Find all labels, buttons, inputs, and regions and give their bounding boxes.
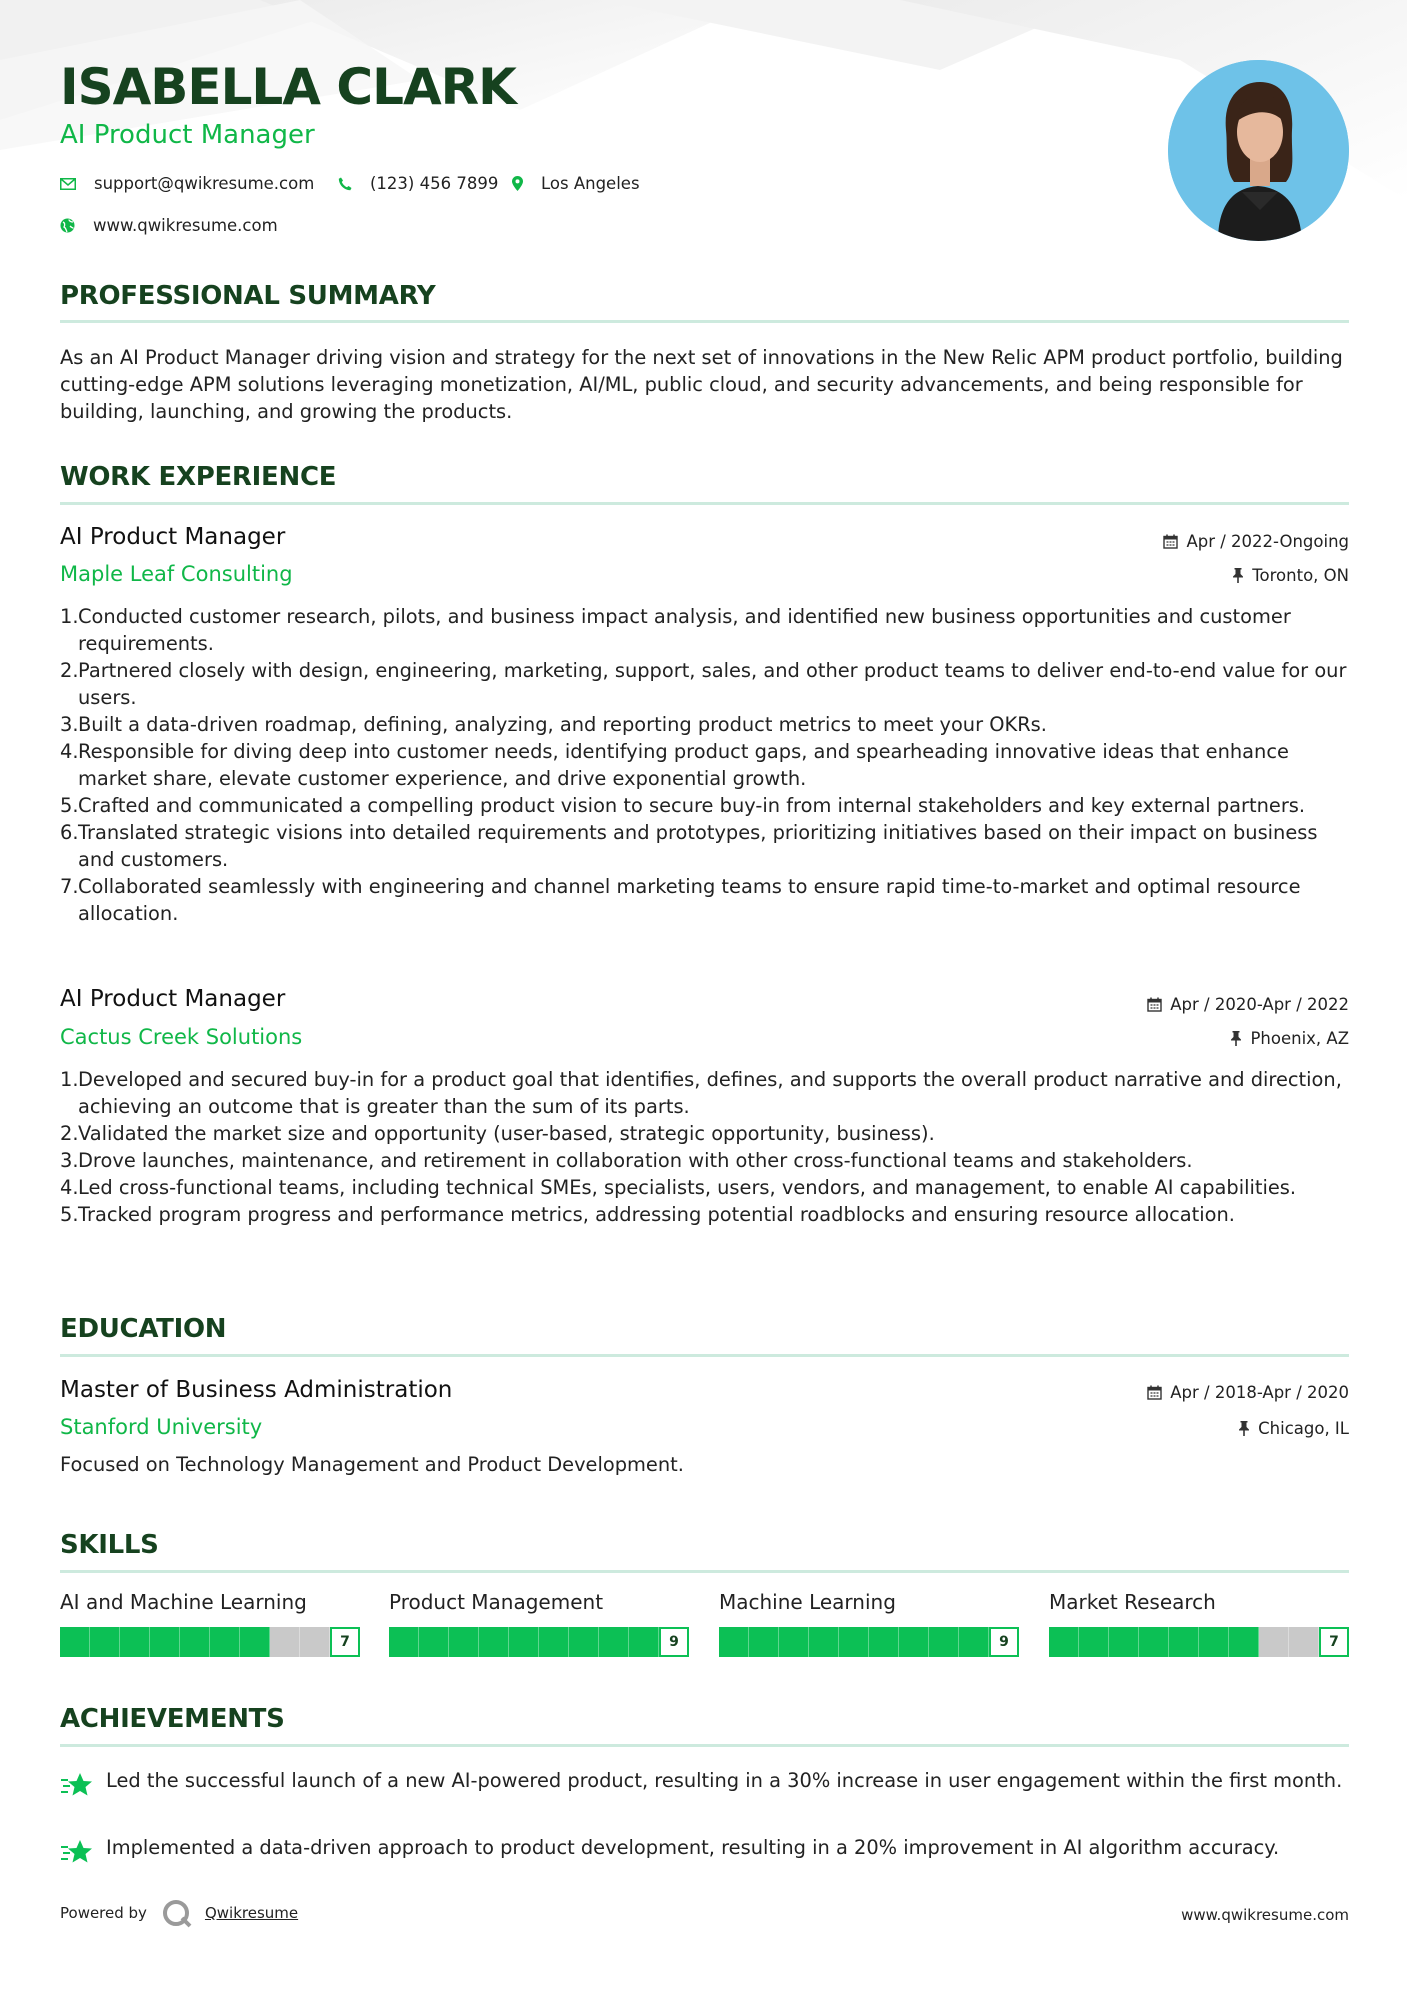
- skill-score: 9: [659, 1627, 689, 1657]
- job-2-location: [1230, 1029, 1349, 1048]
- skill-bar-segment: [1289, 1627, 1319, 1657]
- skill-score: 9: [989, 1627, 1019, 1657]
- job-2-responsibilities: [60, 1066, 1355, 1228]
- achievement-item: [60, 1767, 1350, 1805]
- skill-bar-segment: [1229, 1627, 1259, 1657]
- list-item: 1. Conducted customer research, pilots, and business impact analysis, and identified new business opportunities and customer requirements.: [60, 605, 1291, 655]
- contact-website[interactable]: [60, 216, 278, 235]
- education-dates-text: Apr / 2018-Apr / 2020: [1170, 1383, 1349, 1402]
- skill-bar-segment: [1169, 1627, 1199, 1657]
- skill-bar: [1049, 1627, 1349, 1657]
- list-item: 4. Led cross-functional teams, including technical SMEs, specialists, users, vendors, and management, to enable AI capabilities.: [60, 1176, 1297, 1199]
- phone-icon: [338, 177, 352, 191]
- skill-bar-segment: [120, 1627, 150, 1657]
- skill-bar-segment: [90, 1627, 120, 1657]
- achievement-text: Led the successful launch of a new AI-powered product, resulting in a 30% increase in user engagement within the first month.: [106, 1769, 1343, 1792]
- skill-bar-segment: [929, 1627, 959, 1657]
- skill-bar-segment: [1109, 1627, 1139, 1657]
- skill-name: Market Research: [1049, 1590, 1216, 1614]
- list-item: 3. Built a data-driven roadmap, defining, analyzing, and reporting product metrics to meet your OKRs.: [60, 713, 1047, 736]
- pushpin-icon: [1232, 568, 1244, 583]
- skill-bar-segment: [779, 1627, 809, 1657]
- skill-bar: [389, 1627, 689, 1657]
- qwikresume-logo-icon: [161, 1898, 195, 1928]
- job-2-location-text: Phoenix, AZ: [1250, 1029, 1349, 1048]
- achievements-divider: [60, 1744, 1349, 1747]
- experience-divider: [60, 502, 1349, 505]
- skill-bar-segment: [809, 1627, 839, 1657]
- skill-bar-segment: [839, 1627, 869, 1657]
- skill-score: 7: [1319, 1627, 1349, 1657]
- skill-bar-segment: [569, 1627, 599, 1657]
- job-1-responsibilities: [60, 603, 1355, 927]
- skill-name: AI and Machine Learning: [60, 1590, 307, 1614]
- contact-phone[interactable]: [338, 174, 498, 193]
- skill-bar: [60, 1627, 360, 1657]
- list-item: 2. Validated the market size and opportunity (user-based, strategic opportunity, business).: [60, 1122, 935, 1145]
- summary-text: As an AI Product Manager driving vision and strategy for the next set of innovations in the New Relic APM product portfolio, building cutting-edge APM solutions leveraging monetization, AI/ML, public cloud, and security advancements, and being responsible for building, launching, and growing the products.: [60, 346, 1343, 423]
- skill-bar-segment: [240, 1627, 270, 1657]
- skill-bar-segment: [270, 1627, 300, 1657]
- calendar-icon: [1147, 997, 1162, 1012]
- brand-link[interactable]: Qwikresume: [204, 1904, 299, 1922]
- footer-powered-by: [60, 1898, 298, 1928]
- job-1-dates: [1163, 532, 1349, 551]
- skill-bar-segment: [150, 1627, 180, 1657]
- job-2-title: AI Product Manager: [60, 986, 286, 1012]
- job-1-location: [1232, 566, 1349, 585]
- skill-bar-segment: [300, 1627, 330, 1657]
- skill-bar-segment: [180, 1627, 210, 1657]
- list-item: 2. Partnered closely with design, engineering, marketing, support, sales, and other product teams to deliver end-to-end value for our users.: [60, 659, 1347, 709]
- education-divider: [60, 1354, 1349, 1357]
- list-item: 1. Developed and secured buy-in for a product goal that identifies, defines, and supports the overall product narrative and direction, achieving an outcome that is greater than the sum of its parts.: [60, 1068, 1342, 1118]
- skill-bar-segment: [539, 1627, 569, 1657]
- job-2-dates: [1147, 995, 1349, 1014]
- education-description: Focused on Technology Management and Product Development.: [60, 1453, 684, 1476]
- education-heading: EDUCATION: [60, 1314, 227, 1344]
- candidate-title: AI Product Manager: [60, 120, 315, 150]
- summary-divider: [60, 320, 1349, 323]
- list-item: 5. Crafted and communicated a compelling product vision to secure buy-in from internal stakeholders and key external partners.: [60, 794, 1306, 817]
- job-2-dates-text: Apr / 2020-Apr / 2022: [1170, 995, 1349, 1014]
- skill-bar-segment: [479, 1627, 509, 1657]
- education-location: [1238, 1419, 1349, 1438]
- email-text: support@qwikresume.com: [94, 174, 315, 193]
- skill-bar-segment: [899, 1627, 929, 1657]
- globe-icon: [60, 218, 75, 233]
- skill-name: Product Management: [389, 1590, 604, 1614]
- summary-heading: PROFESSIONAL SUMMARY: [60, 281, 436, 311]
- job-1-title: AI Product Manager: [60, 524, 286, 550]
- skill-bar-segment: [869, 1627, 899, 1657]
- footer-website[interactable]: www.qwikresume.com: [1181, 1906, 1349, 1924]
- skill-bar-segment: [629, 1627, 659, 1657]
- skill-bar-segment: [210, 1627, 240, 1657]
- list-item: 7. Collaborated seamlessly with engineering and channel marketing teams to ensure rapid time-to-market and optimal resource allocation.: [60, 875, 1301, 925]
- pushpin-icon: [1230, 1031, 1242, 1046]
- education-dates: [1147, 1383, 1349, 1402]
- calendar-icon: [1163, 534, 1178, 549]
- skill-bar-segment: [419, 1627, 449, 1657]
- star-award-icon: [60, 1838, 94, 1868]
- skill-bar-segment: [389, 1627, 419, 1657]
- phone-text: (123) 456 7899: [370, 174, 499, 193]
- job-2-company: Cactus Creek Solutions: [60, 1025, 303, 1049]
- achievement-item: [60, 1834, 1350, 1872]
- job-1-company: Maple Leaf Consulting: [60, 562, 293, 586]
- education-location-text: Chicago, IL: [1258, 1419, 1349, 1438]
- skill-bar: [719, 1627, 1019, 1657]
- job-1-location-text: Toronto, ON: [1252, 566, 1349, 585]
- achievement-text: Implemented a data-driven approach to product development, resulting in a 20% improvement in AI algorithm accuracy.: [106, 1836, 1280, 1859]
- skills-heading: SKILLS: [60, 1530, 159, 1560]
- skill-bar-segment: [599, 1627, 629, 1657]
- skill-item: [1049, 1590, 1349, 1657]
- skills-divider: [60, 1570, 1349, 1573]
- list-item: 5. Tracked program progress and performance metrics, addressing potential roadblocks and ensuring resource allocation.: [60, 1203, 1235, 1226]
- envelope-icon: [60, 178, 76, 190]
- person-silhouette-icon: [1168, 60, 1349, 241]
- skill-bar-segment: [1049, 1627, 1079, 1657]
- skill-bar-segment: [449, 1627, 479, 1657]
- list-item: 6. Translated strategic visions into detailed requirements and prototypes, prioritizing initiatives based on their impact on business and customers.: [60, 821, 1318, 871]
- map-pin-icon: [512, 176, 523, 191]
- skill-bar-segment: [749, 1627, 779, 1657]
- powered-by-text: Powered by: [60, 1904, 147, 1922]
- list-item: 4. Responsible for diving deep into customer needs, identifying product gaps, and spearheading innovative ideas that enhance market share, elevate customer experience, and drive exponential growth.: [60, 740, 1289, 790]
- contact-location: [512, 174, 640, 193]
- skill-item: [719, 1590, 1019, 1657]
- skill-bar-segment: [719, 1627, 749, 1657]
- education-school: Stanford University: [60, 1415, 263, 1439]
- pushpin-icon: [1238, 1421, 1250, 1436]
- job-1-dates-text: Apr / 2022-Ongoing: [1186, 532, 1349, 551]
- skill-score: 7: [330, 1627, 360, 1657]
- skill-bar-segment: [60, 1627, 90, 1657]
- skill-bar-segment: [1259, 1627, 1289, 1657]
- education-degree: Master of Business Administration: [60, 1377, 453, 1403]
- experience-heading: WORK EXPERIENCE: [60, 462, 337, 492]
- skill-item: [389, 1590, 689, 1657]
- profile-photo: [1168, 60, 1349, 241]
- location-text: Los Angeles: [541, 174, 640, 193]
- skill-item: [60, 1590, 360, 1657]
- list-item: 3. Drove launches, maintenance, and retirement in collaboration with other cross-functional teams and stakeholders.: [60, 1149, 1193, 1172]
- skill-bar-segment: [1139, 1627, 1169, 1657]
- skill-bar-segment: [1079, 1627, 1109, 1657]
- candidate-name: ISABELLA CLARK: [60, 58, 516, 116]
- website-text: www.qwikresume.com: [93, 216, 278, 235]
- achievements-heading: ACHIEVEMENTS: [60, 1704, 285, 1734]
- star-award-icon: [60, 1771, 94, 1801]
- contact-email[interactable]: [60, 174, 314, 193]
- skill-bar-segment: [509, 1627, 539, 1657]
- skill-name: Machine Learning: [719, 1590, 896, 1614]
- calendar-icon: [1147, 1385, 1162, 1400]
- skill-bar-segment: [959, 1627, 989, 1657]
- skill-bar-segment: [1199, 1627, 1229, 1657]
